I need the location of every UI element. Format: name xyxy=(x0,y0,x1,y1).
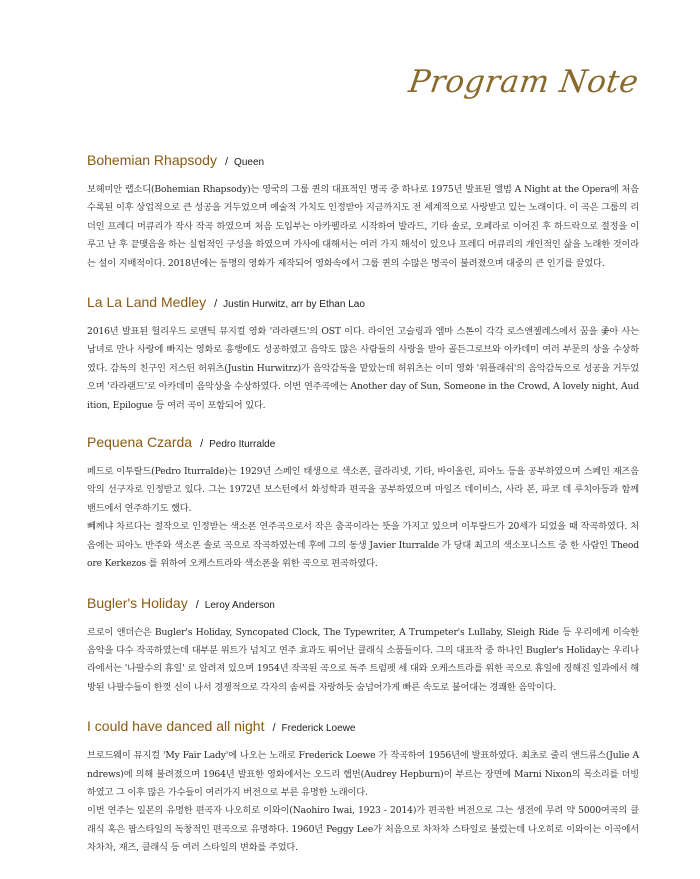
section-heading xyxy=(87,718,639,736)
program-notes xyxy=(87,152,639,879)
description-paragraph: 브로드웨이 뮤지컬 'My Fair Lady'에 나오는 노래로 Frederick Loewe 가 작곡하여 1956년에 발표하였다. 최초로 줄리 앤드류스(Julie Andrews)에 의해 불려졌으며 1964년 발표한 영화에서는 오드리 햅번(Audrey Hepburn)이 부르는 장면에 Marni Nixon의 목소리를 더빙하였고 그 이후 많은 가수들이 여러가지 버전으로 부른 유명한 노래이다. xyxy=(87,750,639,798)
composer-name: Queen xyxy=(234,157,265,168)
composer-name: Pedro Iturralde xyxy=(209,439,276,451)
page-title: Program Note xyxy=(406,64,641,100)
piece-title: Bugler's Holiday xyxy=(87,594,188,611)
composer-name: Justin Hurwitz, arr by Ethan Lao xyxy=(223,299,365,311)
piece-title: I could have danced all night xyxy=(87,718,265,735)
section-heading xyxy=(87,152,639,170)
title-separator: / xyxy=(272,722,276,735)
section-i-could-have-danced-all-night xyxy=(87,718,639,857)
section-bohemian-rhapsody xyxy=(87,152,639,273)
title-separator: / xyxy=(195,598,199,611)
piece-title: Bohemian Rhapsody xyxy=(87,152,217,168)
section-la-la-land-medley xyxy=(87,294,639,415)
description-paragraph: 보헤미안 랩소디(Bohemian Rhapsody)는 영국의 그룹 퀸의 대표적인 명곡 중 하나로 1975년 발표된 앨범 A Night at the Opera에 처음 수록된 이후 상업적으로 큰 성공을 거두었으며 예술적 가치도 인정받아 지금까지도 전 세계적으로 사랑받고 있는 노래이다. 이 곡은 그룹의 리더인 프레디 머큐리가 작사 작곡 하였으며 처음 도입부는 아카펠라로 시작하여 발라드, 기타 솔로, 오페라로 이어진 후 하드락으로 절정을 이루고 난 후 끝맺음을 하는 실험적인 구성을 하였으며 가사에 대해서는 여러 가지 해석이 있으나 프레디 머큐리의 개인적인 삶을 노래한 것이라는 설이 지배적이다. 2018년에는 동명의 영화가 제작되어 영화속에서 그룹 퀸의 수많은 명곡이 불려졌으며 대중의 큰 인기를 끌었다. xyxy=(87,184,639,269)
section-heading xyxy=(87,595,639,613)
title-separator: / xyxy=(224,156,229,168)
description-paragraph: 르로이 앤더슨은 Bugler's Holiday, Syncopated Clock, The Typewriter, A Trumpeter's Lullaby, Sleigh Ride 등 우리에게 이숙한 음악을 다수 작곡하였는데 대부분 위트가 넘치고 연주 효과도 뛰어난 클래식 소품들이다. 그의 대표작 중 하나인 Bugler's Holiday는 우리나라에서는 '나팔수의 휴일' 로 알려져 있으며 1954년 작곡된 곡으로 독주 트럼펫 세 대와 오케스트라를 위한 곡으로 휴일에 징해진 일과에서 해방된 나팔수들이 한껏 신이 나서 경쟁적으로 각자의 솜씨를 자랑하듯 숨넘어가게 빠른 속도로 불어대는 경쾌한 음악이다. xyxy=(87,626,639,693)
section-heading xyxy=(87,434,639,452)
title-separator: / xyxy=(200,438,204,451)
description-paragraph: 2016년 발표된 헐리우드 로맨틱 뮤지컬 영화 '라라랜드'의 OST 이다. 라이언 고슬링과 엠마 스톤이 각각 로스앤젤레스에서 꿈을 좇아 사는 남녀로 만나 사랑에 빠지는 영화로 흥행에도 성공하였고 음악도 많은 사람들의 사랑을 받아 골든그로브와 아카데미 여러 부문의 상을 수상하였다. 감독의 친구인 저스틴 허위츠(Justin Hurwitrz)가 음악감독을 맡았는데 허위츠는 이미 영화 '위플래쉬'의 음악감독으로 성공을 거두었으며 '라라랜드'로 아카데미 음악상을 수상하였다. 이번 연주곡에는 Another day of Sun, Someone in the Crowd, A lovely night, Audition, Epilogue 등 여러 곡이 포함되어 있다. xyxy=(87,326,639,411)
composer-name: Frederick Loewe xyxy=(281,723,356,735)
section-heading xyxy=(87,294,639,312)
piece-title: La La Land Medley xyxy=(87,294,207,311)
composer-name: Leroy Anderson xyxy=(204,599,275,611)
section-buglers-holiday xyxy=(87,595,639,698)
section-pequena-czarda xyxy=(87,434,639,573)
description-paragraph: 이번 연주는 일본의 유명한 편곡자 나오히로 이와이(Naohiro Iwai, 1923 - 2014)가 편곡한 버전으로 그는 생전에 무려 약 5000여곡의 클래식 혹은 팝스타일의 독창적인 편곡으로 유명하다. 1960년 Peggy Lee가 처음으로 차차차 스타일로 불렀는데 나오히로 이와이는 이곡에서 차차차, 재즈, 클래식 등 여러 스타일의 변화를 주었다. xyxy=(87,805,639,854)
description-paragraph: 뻬께냐 차르다는 절작으로 인정받는 색소폰 연주곡으로서 작은 춤곡이라는 뜻을 가지고 있으며 이투랄드가 20세가 되었을 때 작곡하였다. 처음에는 피아노 반주와 색소폰 솔로 곡으로 작곡하였는데 후에 그의 동생 Javier Iturralde 가 당대 최고의 색소포니스트 중 한 사람인 Theodore Kerkezos 를 위하여 오케스트라와 색소폰을 위한 곡으로 편곡하였다. xyxy=(87,521,639,570)
description-paragraph: 페드로 이투랄드(Pedro Iturralde)는 1929년 스페인 태생으로 색소폰, 클라리넷, 기타, 바이올린, 피아노 등을 공부하였으며 스페인 재즈음악의 선구자로 인정받고 있다. 그는 1972년 보스턴에서 화성학과 편곡을 공부하였으며 마일즈 데이비스, 사라 본, 파코 데 루치아등과 함께 밴드에서 연주하기도 했다. xyxy=(87,466,639,514)
title-separator: / xyxy=(214,298,218,311)
piece-title: Pequena Czarda xyxy=(87,434,193,451)
